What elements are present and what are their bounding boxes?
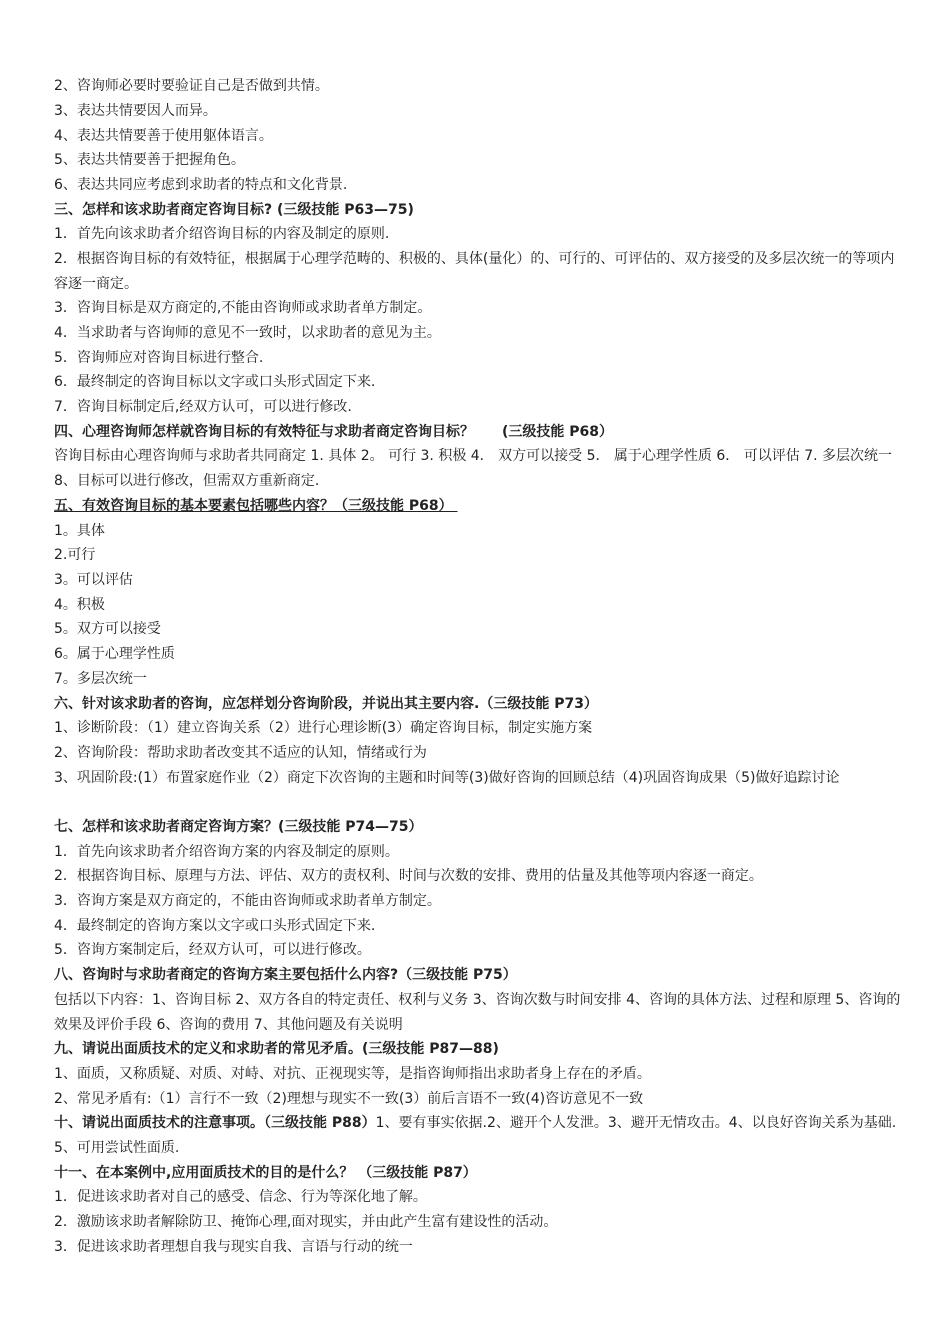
list-item: 2.可行 [54,547,96,563]
section-heading: 九、请说出面质技术的定义和求助者的常见矛盾。(三级技能 P87—88) [54,1041,499,1057]
list-item: 3。可以评估 [54,572,133,588]
text-paragraph: 3、巩固阶段:(1）布置家庭作业（2）商定下次咨询的主题和时间等(3)做好咨询的回顾总结（4)巩固咨询成果（5)做好追踪讨论 [54,770,840,786]
text-line: 4．当求助者与咨询师的意见不一致时，以求助者的意见为主。 [54,325,441,341]
text-line: 5、表达共情要善于把握角色。 [54,152,245,168]
text-line: 4．最终制定的咨询方案以文字或口头形式固定下来. [54,918,376,934]
section-heading: 十一、在本案例中,应用面质技术的目的是什么？ （三级技能 P87） [54,1165,477,1181]
text-paragraph [54,1111,902,1160]
text-line: 7．咨询目标制定后,经双方认可，可以进行修改. [54,399,352,415]
section-heading: 四、心理咨询师怎样就咨询目标的有效特征与求助者商定咨询目标？ (三级技能 P68） [54,424,614,440]
list-item: 1。具体 [54,523,105,539]
list-item: 4。积极 [54,597,105,613]
underlined-heading-text: 五、有效咨询目标的基本要素包括哪些内容？（三级技能 P68） [54,498,458,514]
list-item: 6。属于心理学性质 [54,646,175,662]
list-item: 7。多层次统一 [54,671,147,687]
section-heading: 三、怎样和该求助者商定咨询目标? (三级技能 P63—75) [54,202,414,218]
text-line: 1．首先向该求助者介绍咨询目标的内容及制定的原则. [54,226,390,242]
text-line: 1．首先向该求助者介绍咨询方案的内容及制定的原则。 [54,844,399,860]
text-line: 6．最终制定的咨询目标以文字或口头形式固定下来. [54,374,376,390]
text-paragraph: 咨询目标由心理咨询师与求助者共同商定 1. 具体 2。 可行 3. 积极 4． 双方可以接受 5． 属于心理学性质 6． 可以评估 7. 多层次统一 8、目标可以进行修改，但需双方重新商定. [54,448,897,489]
section-heading: 六、针对该求助者的咨询，应怎样划分咨询阶段，并说出其主要内容.（三级技能 P73） [54,696,598,712]
text-line: 3、表达共情要因人而异。 [54,103,217,119]
section-heading-inline: 十、请说出面质技术的注意事项。（三级技能 P88） [54,1115,376,1131]
text-line: 2、咨询阶段：帮助求助者改变其不适应的认知，情绪或行为 [54,745,427,761]
section-body-inline: 1、要有事实依据.2、避开个人发泄。3、避开无情攻击。4、以良好咨询关系为基础.5、可用尝试性面质. [54,1115,897,1156]
text-line: 4、表达共情要善于使用躯体语言。 [54,128,273,144]
text-line: 3．咨询方案是双方商定的，不能由咨询师或求助者单方制定。 [54,893,441,909]
text-line: 1、诊断阶段：（1）建立咨询关系（2）进行心理诊断(3）确定咨询目标，制定实施方案 [54,720,593,736]
text-line: 3．咨询目标是双方商定的,不能由咨询师或求助者单方制定。 [54,300,432,316]
text-line: 5．咨询师应对咨询目标进行整合. [54,350,264,366]
text-line: 1、面质，又称质疑、对质、对峙、对抗、正视现实等，是指咨询师指出求助者身上存在的矛盾。 [54,1066,651,1082]
text-paragraph: 2．根据咨询目标的有效特征，根据属于心理学范畴的、积极的、具体(量化）的、可行的、可评估的、双方接受的及多层次统一的等项内容逐一商定。 [54,251,895,292]
text-line: 2．根据咨询目标、原理与方法、评估、双方的责权利、时间与次数的安排、费用的估量及其他等项内容逐一商定。 [54,868,763,884]
list-item: 5。双方可以接受 [54,621,161,637]
section-heading: 七、怎样和该求助者商定咨询方案？(三级技能 P74—75） [54,819,423,835]
text-line: 2、常见矛盾有:（1）言行不一致（2)理想与现实不一致(3）前后言语不一致(4)咨访意见不一致 [54,1091,644,1107]
text-line: 6、表达共同应考虑到求助者的特点和文化背景. [54,177,348,193]
text-line: 2、咨询师必要时要验证自己是否做到共情。 [54,78,329,94]
text-line: 1．促进该求助者对自己的感受、信念、行为等深化地了解。 [54,1189,427,1205]
section-heading [54,494,902,519]
text-paragraph: 包括以下内容：1、咨询目标 2、双方各自的特定责任、权利与义务 3、咨询次数与时间安排 4、咨询的具体方法、过程和原理 5、咨询的效果及评价手段 6、咨询的费用 7、其他问题及有关说明 [54,992,901,1033]
text-line: 2．激励该求助者解除防卫、掩饰心理,面对现实，并由此产生富有建设性的活动。 [54,1214,558,1230]
section-heading: 八、咨询时与求助者商定的咨询方案主要包括什么内容?（三级技能 P75） [54,967,517,983]
text-line: 3．促进该求助者理想自我与现实自我、言语与行动的统一 [54,1239,413,1255]
text-line: 5．咨询方案制定后，经双方认可，可以进行修改。 [54,942,371,958]
